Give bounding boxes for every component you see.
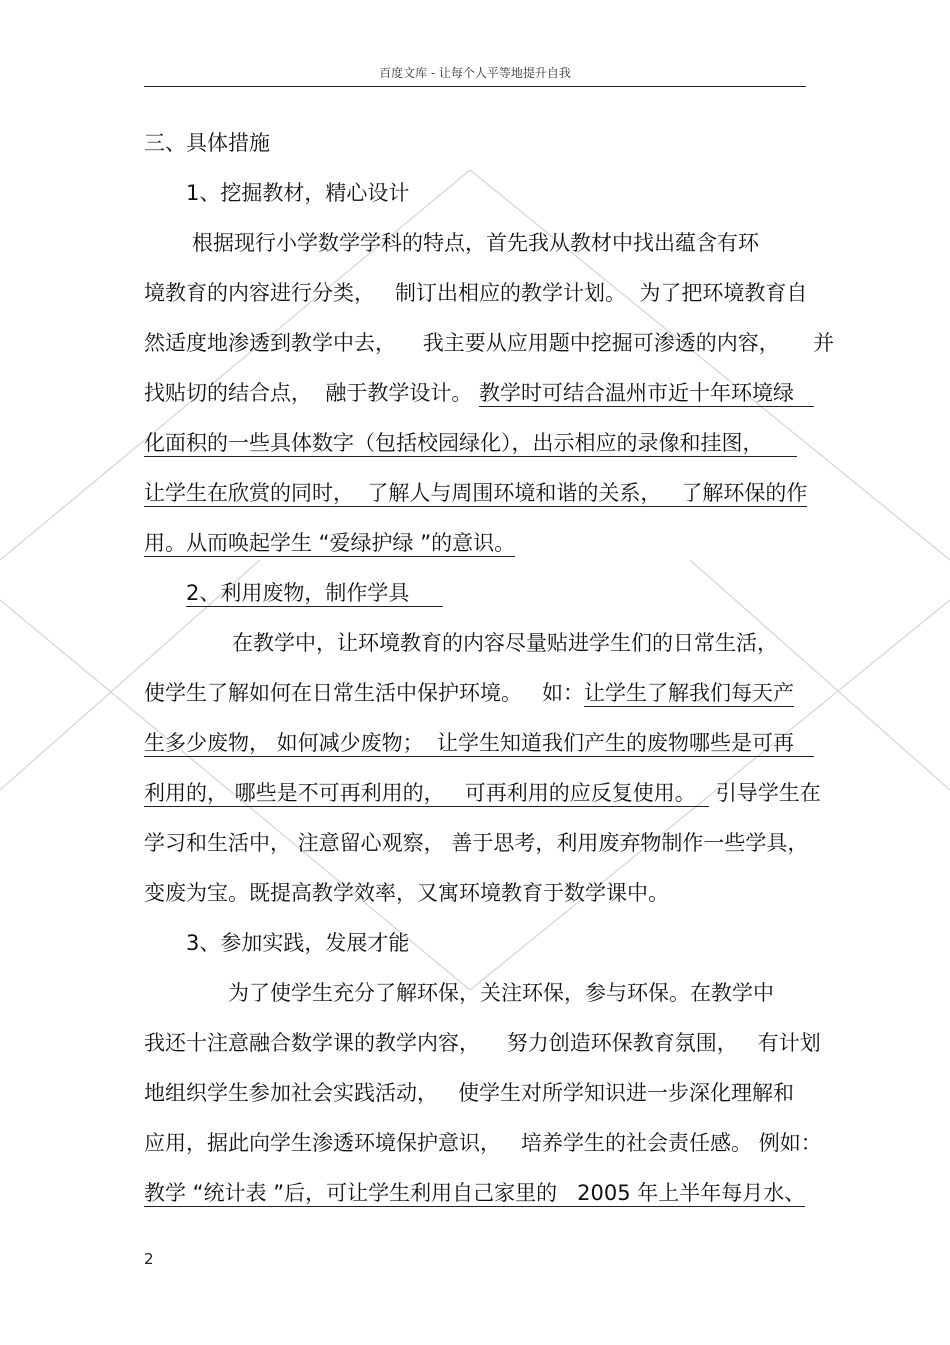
underlined-text: 用。从而唤起学生 “爱绿护绿 ”的意识。 xyxy=(144,531,516,555)
underlined-text: 教学时可结合温州市近十年环境绿 xyxy=(479,381,815,405)
text-run: 1、挖掘教材，精心设计 xyxy=(186,181,410,205)
paragraph-line xyxy=(144,828,808,858)
text-run: 境教育的内容进行分类， 制订出相应的教学计划。 为了把环境教育自 xyxy=(144,281,808,305)
text-run: 三、具体措施 xyxy=(144,131,270,155)
underlined-text: 让学生了解我们每天产 xyxy=(584,681,795,705)
underlined-text: 让学生在欣赏的同时， 了解人与周围环境和谐的关系， 了解环保的作 xyxy=(144,481,808,505)
paragraph-line xyxy=(144,678,794,708)
underlined-text: 生多少废物， 如何减少废物； 让学生知道我们产生的废物哪些是可再 xyxy=(144,731,815,755)
underlined-text: 利用的， 哪些是不可再利用的， 可再利用的应反复使用。 xyxy=(144,781,710,805)
paragraph-line xyxy=(144,878,669,908)
subheading-3 xyxy=(186,928,409,958)
text-run: 根据现行小学数学学科的特点，首先我从教材中找出蕴含有环 xyxy=(192,231,759,255)
page-number: 2 xyxy=(144,1250,154,1268)
text-run: 引导学生在 xyxy=(709,781,821,805)
paragraph-line xyxy=(144,378,814,408)
paragraph-line xyxy=(144,1028,821,1058)
paragraph-line xyxy=(144,728,814,758)
paragraph-line xyxy=(144,428,797,458)
text-run: 变废为宝。既提高教学效率，又寓环境教育于数学课中。 xyxy=(144,881,669,905)
paragraph-line xyxy=(144,328,834,358)
text-run: 在教学中，让环境教育的内容尽量贴进学生们的日常生活， xyxy=(232,631,778,655)
text-run: 地组织学生参加社会实践活动， 使学生对所学知识进一步深化理解和 xyxy=(144,1081,795,1105)
paragraph-line xyxy=(232,628,778,658)
text-run: 3、参加实践，发展才能 xyxy=(186,931,410,955)
text-run: 我还十注意融合数学课的教学内容， 努力创造环保教育氛围， 有计划 xyxy=(144,1031,821,1055)
underlined-text: 2、利用废物，制作学具 xyxy=(186,581,443,605)
section-heading xyxy=(144,128,270,158)
paragraph-line xyxy=(228,978,774,1008)
text-run: 学习和生活中， 注意留心观察， 善于思考，利用废弃物制作一些学具， xyxy=(144,831,809,855)
paragraph-line xyxy=(144,1078,794,1108)
page-header: 百度文库 - 让每个人平等地提升自我 xyxy=(379,66,571,80)
paragraph-line xyxy=(144,278,807,308)
paragraph-line xyxy=(144,778,821,808)
paragraph-line xyxy=(144,1128,822,1158)
text-run: 然适度地渗透到教学中去， 我主要从应用题中挖掘可渗透的内容， 并 xyxy=(144,331,835,355)
text-run: 应用，据此向学生渗透环境保护意识， 培养学生的社会责任感。 例如： xyxy=(144,1131,822,1155)
paragraph-line xyxy=(144,528,515,558)
subheading-1 xyxy=(186,178,409,208)
subheading-2 xyxy=(186,578,443,608)
underlined-text: 化面积的一些具体数字（包括校园绿化），出示相应的录像和挂图， xyxy=(144,431,797,455)
paragraph-line xyxy=(144,478,807,508)
paragraph-line xyxy=(192,228,759,258)
text-run: 找贴切的结合点， 融于教学设计。 xyxy=(144,381,480,405)
underlined-text: 教学 “统计表 ”后，可让学生利用自己家里的 2005 年上半年每月水、 xyxy=(144,1181,806,1205)
text-run: 为了使学生充分了解环保，关注环保，参与环保。在教学中 xyxy=(228,981,774,1005)
header-divider xyxy=(144,86,806,87)
text-run: 使学生了解如何在日常生活中保护环境。 如： xyxy=(144,681,585,705)
paragraph-line xyxy=(144,1178,805,1208)
